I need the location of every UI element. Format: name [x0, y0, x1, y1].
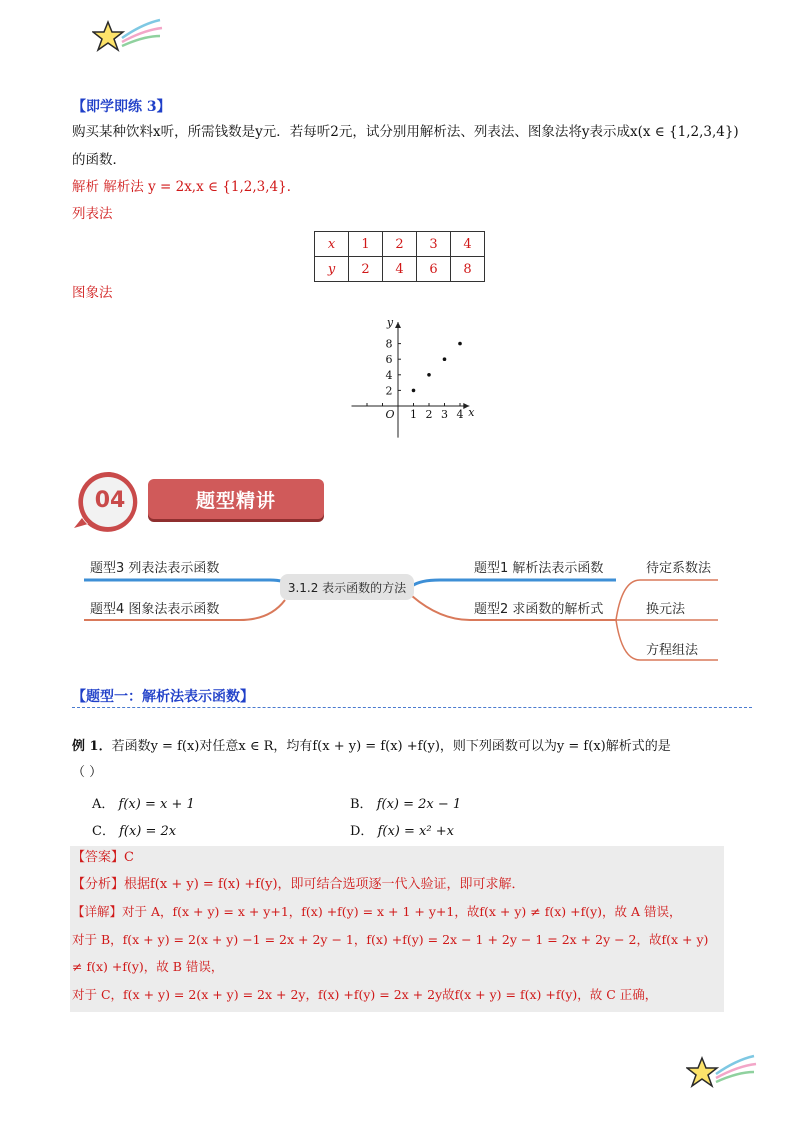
- mindmap-node-right: 题型1 解析法表示函数: [474, 561, 604, 576]
- detail-line: 【详解】对于 A，f(x + y) = x + y+1，f(x) +f(y) = x + 1 + y+1，故f(x + y) ≠ f(x) +f(y)，故 A 错误，: [72, 904, 682, 919]
- table-row: [315, 257, 485, 282]
- option-b: [350, 793, 461, 812]
- data-point: [412, 389, 416, 393]
- star-decoration-icon: [686, 1052, 758, 1096]
- data-point: [443, 357, 447, 361]
- scatter-plot: [340, 306, 480, 446]
- x-tick-label: 2: [425, 408, 433, 421]
- data-point: [427, 373, 431, 377]
- option-label: C．: [92, 824, 115, 839]
- mindmap-node-right: 题型2 求函数的解析式: [474, 602, 604, 617]
- dashed-divider: [72, 707, 752, 708]
- mindmap-node-sub: 方程组法: [646, 643, 699, 658]
- table-cell: x: [315, 232, 349, 257]
- example-stem: 若函数y = f(x)对任意x ∈ R，均有f(x + y) = f(x) +f(y)，则下列函数可以为y = f(x)解析式的是: [111, 739, 671, 754]
- table-cell: 8: [451, 257, 485, 282]
- table-cell: 2: [349, 257, 383, 282]
- x-axis-label: x: [468, 406, 475, 419]
- x-tick-label: 3: [441, 408, 448, 421]
- table-cell: 1: [349, 232, 383, 257]
- detail-line: 对于 C，f(x + y) = 2(x + y) = 2x + 2y，f(x) +f(y) = 2x + 2y故f(x + y) = f(x) +f(y)，故 C 正确，: [72, 987, 658, 1002]
- table-cell: 4: [451, 232, 485, 257]
- y-tick-label: 2: [385, 384, 393, 398]
- option-label: D．: [350, 824, 374, 839]
- practice-stem-line1: 购买某种饮料x听，所需钱数是y元．若每听2元，试分别用解析法、列表法、图象法将y表示成x(x ∈ {1,2,3,4}): [72, 124, 739, 140]
- table-cell: 4: [383, 257, 417, 282]
- detail-line: 对于 B，f(x + y) = 2(x + y) −1 = 2x + 2y − 1，f(x) +f(y) = 2x − 1 + 2y − 1 = 2x + 2y − 2，故f(x + y): [72, 932, 709, 947]
- y-axis-arrow: [395, 322, 401, 328]
- x-tick-label: 1: [410, 408, 417, 421]
- analysis-hint-line: 【分析】根据f(x + y) = f(x) +f(y)，即可结合选项逐一代入验证，即可求解．: [72, 877, 525, 892]
- table-cell: 6: [417, 257, 451, 282]
- section-title: 题型精讲: [195, 490, 276, 512]
- mindmap-node-left: 题型4 图象法表示函数: [90, 602, 220, 617]
- topic-title: 【题型一：解析法表示函数】: [72, 689, 254, 705]
- table-cell: y: [315, 257, 349, 282]
- section-number: 04: [94, 488, 126, 513]
- analysis-line: 解析 解析法 y = 2x,x ∈ {1,2,3,4}．: [72, 179, 301, 195]
- data-point: [458, 342, 462, 346]
- option-label: B．: [350, 797, 373, 812]
- y-tick-label: 8: [385, 337, 393, 351]
- value-table: [314, 231, 485, 282]
- star-decoration-icon: [92, 16, 164, 60]
- option-text: f(x) = 2x − 1: [376, 797, 462, 812]
- y-tick-label: 4: [385, 368, 393, 382]
- option-c: [92, 820, 176, 839]
- mindmap-node-left: 题型3 列表法表示函数: [90, 561, 220, 576]
- example-stem-line: [72, 737, 671, 757]
- mindmap-node-sub: 换元法: [646, 602, 686, 617]
- option-text: f(x) = x + 1: [118, 797, 195, 812]
- example-paren: （ ）: [72, 765, 103, 780]
- origin-label: O: [385, 408, 395, 421]
- answer-line: 【答案】C: [72, 850, 134, 865]
- table-cell: 2: [383, 232, 417, 257]
- option-d: [350, 820, 454, 839]
- table-label: 列表法: [72, 206, 113, 222]
- x-tick-label: 4: [456, 408, 464, 421]
- y-tick-label: 6: [385, 353, 393, 367]
- practice-title: 【即学即练 3】: [72, 99, 171, 115]
- option-a: [92, 793, 195, 812]
- table-row: [315, 232, 485, 257]
- mindmap-center-label: 3.1.2 表示函数的方法: [287, 581, 407, 595]
- table-cell: 3: [417, 232, 451, 257]
- detail-line: ≠ f(x) +f(y)，故 B 错误，: [72, 959, 224, 974]
- mindmap-node-sub: 待定系数法: [646, 561, 712, 576]
- option-text: f(x) = x² +x: [377, 824, 454, 839]
- y-axis-label: y: [386, 316, 394, 329]
- example-label: 例 1．: [72, 739, 112, 754]
- option-label: A．: [92, 797, 115, 812]
- option-text: f(x) = 2x: [119, 824, 177, 839]
- graph-label: 图象法: [72, 285, 113, 301]
- practice-stem-line2: 的函数．: [72, 152, 126, 168]
